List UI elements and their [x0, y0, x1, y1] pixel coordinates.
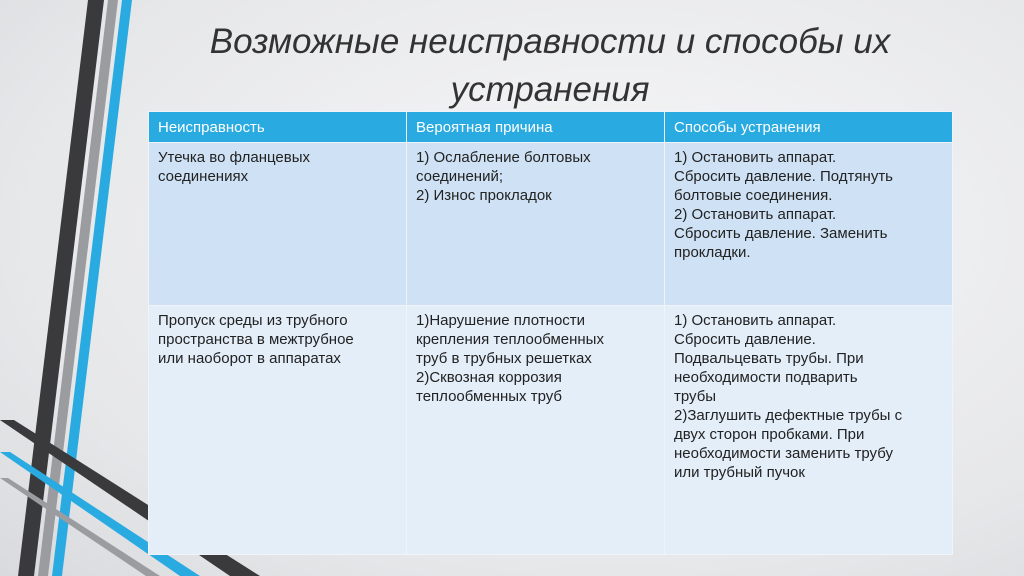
faults-table — [148, 111, 953, 555]
cell-cause — [407, 306, 665, 555]
cell-line: прокладки. — [674, 244, 751, 261]
cell-line: соединений; — [416, 168, 503, 185]
cell-line: 1) Остановить аппарат. — [674, 149, 837, 166]
cell-line: 1) Ослабление болтовых — [416, 149, 591, 166]
column-header-fault: Неисправность — [149, 112, 407, 143]
cell-line: теплообменных труб — [416, 388, 563, 405]
column-header-remedy: Способы устранения — [665, 112, 953, 143]
cell-line: трубы — [674, 388, 717, 405]
cell-fault — [149, 143, 407, 306]
slide-title — [150, 18, 950, 114]
cell-line: крепления теплообменных — [416, 331, 604, 348]
cell-line: или наоборот в аппаратах — [158, 350, 341, 367]
table-header-row — [149, 112, 953, 143]
cell-line: Утечка во фланцевых — [158, 149, 311, 166]
slide-title-line-1: Возможные неисправности и способы их — [209, 22, 891, 61]
cell-line: болтовые соединения. — [674, 187, 833, 204]
cell-line: соединениях — [158, 168, 249, 185]
cell-line: или трубный пучок — [674, 464, 805, 481]
slide-title-line-2: устранения — [450, 70, 650, 109]
cell-line: Сбросить давление. Подтянуть — [674, 168, 894, 185]
cell-line: двух сторон пробками. При — [674, 426, 865, 443]
cell-line: Пропуск среды из трубного — [158, 312, 348, 329]
cell-line: 2)Заглушить дефектные трубы с — [674, 407, 903, 424]
cell-line: Сбросить давление. Заменить — [674, 225, 888, 242]
cell-line: необходимости заменить трубу — [674, 445, 893, 462]
cell-line: труб в трубных решетках — [416, 350, 592, 367]
cell-remedy — [665, 306, 953, 555]
cell-line: 2) Остановить аппарат. — [674, 206, 837, 223]
cell-remedy — [665, 143, 953, 306]
cell-cause — [407, 143, 665, 306]
column-header-cause: Вероятная причина — [407, 112, 665, 143]
table-row — [149, 306, 953, 555]
cell-line: 1) Остановить аппарат. — [674, 312, 837, 329]
table-row — [149, 143, 953, 306]
cell-line: необходимости подварить — [674, 369, 858, 386]
cell-line: 2)Сквозная коррозия — [416, 369, 562, 386]
cell-line: Подвальцевать трубы. При — [674, 350, 864, 367]
cell-line: Сбросить давление. — [674, 331, 816, 348]
cell-line: пространства в межтрубное — [158, 331, 354, 348]
cell-fault — [149, 306, 407, 555]
cell-line: 2) Износ прокладок — [416, 187, 552, 204]
cell-line: 1)Нарушение плотности — [416, 312, 586, 329]
